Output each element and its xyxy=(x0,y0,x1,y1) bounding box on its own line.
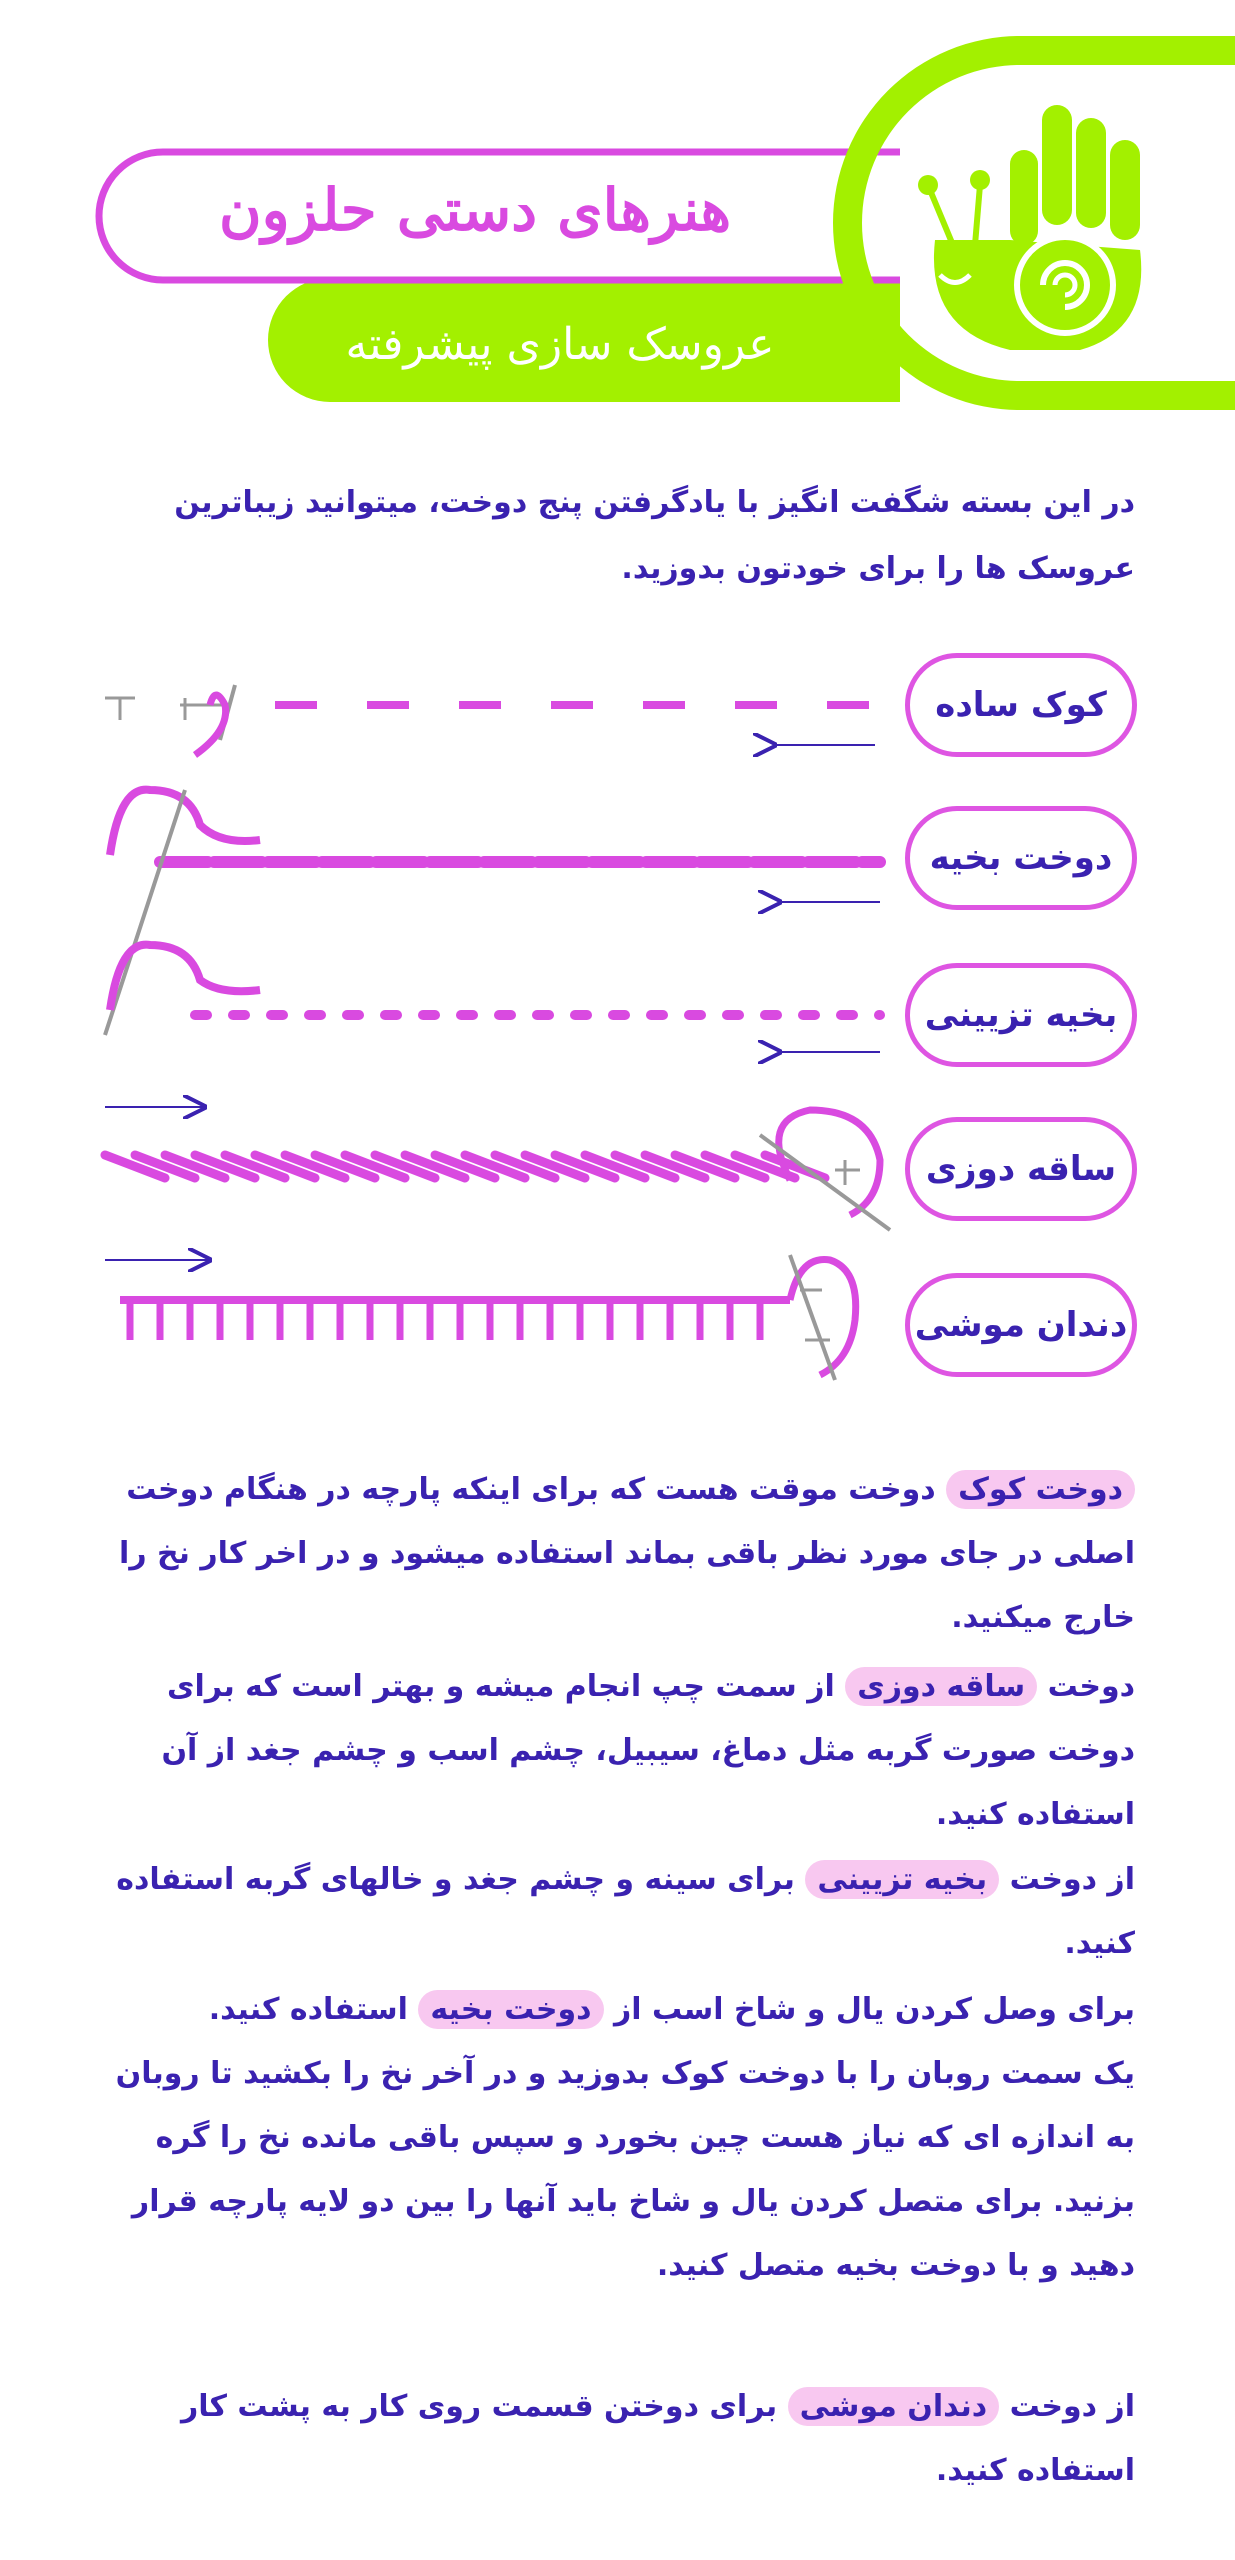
needle-icon xyxy=(760,1135,890,1230)
stitch-label-stem: ساقه دوزی xyxy=(905,1117,1137,1221)
intro-text: در این بسته شگفت انگیز با یادگرفتن پنج دوخت، میتوانید زیباترین عروسک ها را برای خودتون بدوزید. xyxy=(174,485,1135,586)
paragraph-back-stitch: برای وصل کردن یال و شاخ اسب از دوخت بخیه استفاده کنید. یک سمت روبان را با دوخت کوک بدوزید و در آخر نخ را بکشید تا روبان به اندازه ای که نیاز هست چین بخورد و سپس باقی مانده نخ را گره بزنید. برای متصل کردن یال و شاخ باید آنها را بین دو لایه پارچه قرار دهید و با دوخت بخیه متصل کنید. xyxy=(100,1978,1135,2298)
page-title: هنرهای دستی حلزون xyxy=(218,176,732,244)
stitch-label-blanket: دندان موشی xyxy=(905,1273,1137,1377)
stitch-label-decorative: بخیه تزیینی xyxy=(905,963,1137,1067)
highlight-stitch-name: دوخت بخیه xyxy=(418,1990,603,2029)
highlight-stitch-name: دندان موشی xyxy=(788,2387,1000,2426)
paragraph-stem-stitch: دوخت ساقه دوزی از سمت چپ انجام میشه و بهتر است که برای دوخت صورت گربه مثل دماغ، سیبیل، چشم اسب و چشم جغد از آن استفاده کنید. xyxy=(161,1669,1135,1832)
blanket-stitch-diagram xyxy=(105,1255,856,1380)
stem-stitch-diagram xyxy=(105,1107,890,1230)
decorative-stitch-diagram xyxy=(110,945,880,1052)
highlight-stitch-name: دوخت کوک xyxy=(946,1470,1135,1509)
needle-icon xyxy=(790,1255,835,1380)
back-stitch-diagram xyxy=(105,790,880,1035)
running-stitch-diagram xyxy=(105,685,880,755)
highlight-stitch-name: ساقه دوزی xyxy=(845,1667,1037,1706)
stitch-label-running: کوک ساده xyxy=(905,653,1137,757)
page-subtitle: عروسک سازی پیشرفته xyxy=(345,319,775,370)
highlight-stitch-name: بخیه تزیینی xyxy=(805,1860,999,1899)
paragraph-running-stitch: دوخت کوک دوخت موقت هست که برای اینکه پارچه در هنگام دوخت اصلی در جای مورد نظر باقی بماند استفاده میشود و در اخر کار نخ را خارج میکنید. xyxy=(119,1472,1135,1635)
paragraph-blanket-stitch: از دوخت دندان موشی برای دوختن قسمت روی کار به پشت کار استفاده کنید. xyxy=(180,2389,1135,2488)
stitch-label-back: دوخت بخیه xyxy=(905,806,1137,910)
paragraph-ribbon-instructions: یک سمت روبان را با دوخت کوک بدوزید و در آخر نخ را بکشید تا روبان به اندازه ای که نیاز هست چین بخورد و سپس باقی مانده نخ را گره بزنید. برای متصل کردن یال و شاخ باید آنها را بین دو لایه پارچه قرار دهید و با دوخت بخیه متصل کنید. xyxy=(115,2056,1135,2283)
paragraph-decorative-stitch: از دوخت بخیه تزیینی برای سینه و چشم جغد و خالهای گربه استفاده کنید. xyxy=(116,1862,1135,1961)
